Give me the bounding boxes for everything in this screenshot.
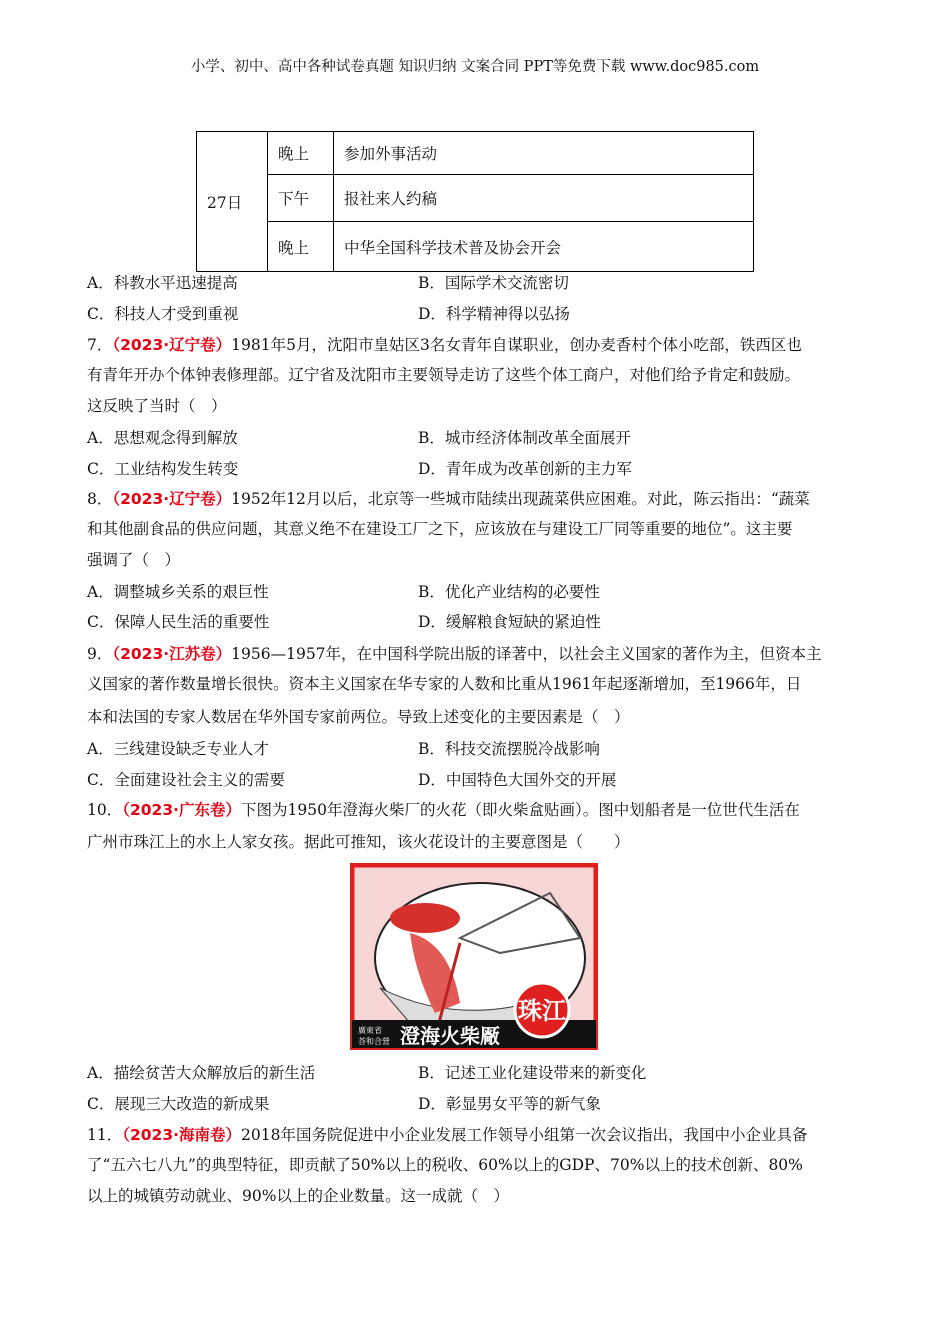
question-text: 广州市珠江上的水上人家女孩。据此可推知，该火花设计的主要意图是（ ） [87, 833, 630, 851]
option-b: B．优化产业结构的必要性 [418, 583, 600, 601]
question-8: 8．（2023·辽宁卷）1952年12月以后，北京等一些城市陆续出现蔬菜供应困难。对此，陈云指出：“蔬菜 [87, 490, 810, 508]
option-b: B．城市经济体制改革全面展开 [418, 429, 631, 447]
logo-small-text: 廣東省 [358, 1026, 382, 1035]
option-c: C．工业结构发生转变 [87, 460, 239, 478]
time-cell: 晚上 [268, 222, 334, 272]
option-c: C．科技人才受到重视 [87, 305, 239, 323]
option-a: A．科教水平迅速提高 [87, 274, 238, 292]
option-d: D．科学精神得以弘扬 [418, 305, 570, 323]
brand-text: 珠江 [518, 997, 566, 1025]
option-a: A．三线建设缺乏专业人才 [87, 740, 269, 758]
question-text: 以上的城镇劳动就业、90%以上的企业数量。这一成就（ ） [87, 1187, 509, 1205]
option-c: C．展现三大改造的新成果 [87, 1095, 270, 1113]
page-header: 小学、初中、高中各种试卷真题 知识归纳 文案合同 PPT等免费下载 www.doc985.com [190, 59, 760, 75]
question-text: 义国家的著作数量增长很快。资本主义国家在华专家的人数和比重从1961年起逐渐增加，至1966年，日 [87, 675, 802, 693]
option-a: A．调整城乡关系的艰巨性 [87, 583, 269, 601]
event-cell: 报社来人约稿 [334, 175, 754, 222]
option-d: D．缓解粮食短缺的紧迫性 [418, 613, 601, 631]
event-cell: 中华全国科学技术普及协会开会 [334, 222, 754, 272]
option-d: D．彰显男女平等的新气象 [418, 1095, 601, 1113]
question-10: 10．（2023·广东卷）下图为1950年澄海火柴厂的火花（即火柴盒贴画）。图中划船者是一位世代生活在 [87, 801, 800, 819]
option-a: A．描绘贫苦大众解放后的新生活 [87, 1064, 316, 1082]
day-cell: 27日 [197, 132, 268, 272]
matchbox-label-image [350, 863, 598, 1050]
option-d: D．中国特色大国外交的开展 [418, 771, 617, 789]
factory-name-text: 澄海火柴厰 [400, 1024, 500, 1048]
question-text: 强调了（ ） [87, 551, 181, 569]
option-b: B．科技交流摆脱冷战影响 [418, 740, 600, 758]
time-cell: 下午 [268, 175, 334, 222]
event-cell: 参加外事活动 [334, 132, 754, 175]
question-11: 11．（2023·海南卷）2018年国务院促进中小企业发展工作领导小组第一次会议指出，我国中小企业具备 [87, 1126, 808, 1144]
option-a: A．思想观念得到解放 [87, 429, 238, 447]
time-cell: 晚上 [268, 132, 334, 175]
question-text: 和其他副食品的供应问题，其意义绝不在建设工厂之下，应该放在与建设工厂同等重要的地位”。这主要 [87, 520, 793, 538]
option-c: C．保障人民生活的重要性 [87, 613, 270, 631]
option-b: B．国际学术交流密切 [418, 274, 569, 292]
logo-small-text: 荅和合營 [358, 1037, 390, 1046]
question-text: 本和法国的专家人数居在华外国专家前两位。导致上述变化的主要因素是（ ） [87, 708, 630, 726]
option-c: C．全面建设社会主义的需要 [87, 771, 285, 789]
question-7: 7．（2023·辽宁卷）1981年5月，沈阳市皇姑区3名女青年自谋职业，创办麦香村个体小吃部，铁西区也 [87, 336, 802, 354]
option-b: B．记述工业化建设带来的新变化 [418, 1064, 647, 1082]
option-d: D．青年成为改革创新的主力军 [418, 460, 632, 478]
question-9: 9．（2023·江苏卷）1956—1957年，在中国科学院出版的译著中，以社会主义国家的著作为主，但资本主 [87, 645, 822, 663]
question-text: 了“五六七八九”的典型特征，即贡献了50%以上的税收、60%以上的GDP、70%以上的技术创新、80% [87, 1156, 803, 1174]
schedule-table [196, 131, 754, 272]
question-text: 这反映了当时（ ） [87, 397, 227, 415]
question-text: 有青年开办个体钟表修理部。辽宁省及沈阳市主要领导走访了这些个体工商户，对他们给予肯定和鼓励。 [87, 366, 801, 384]
